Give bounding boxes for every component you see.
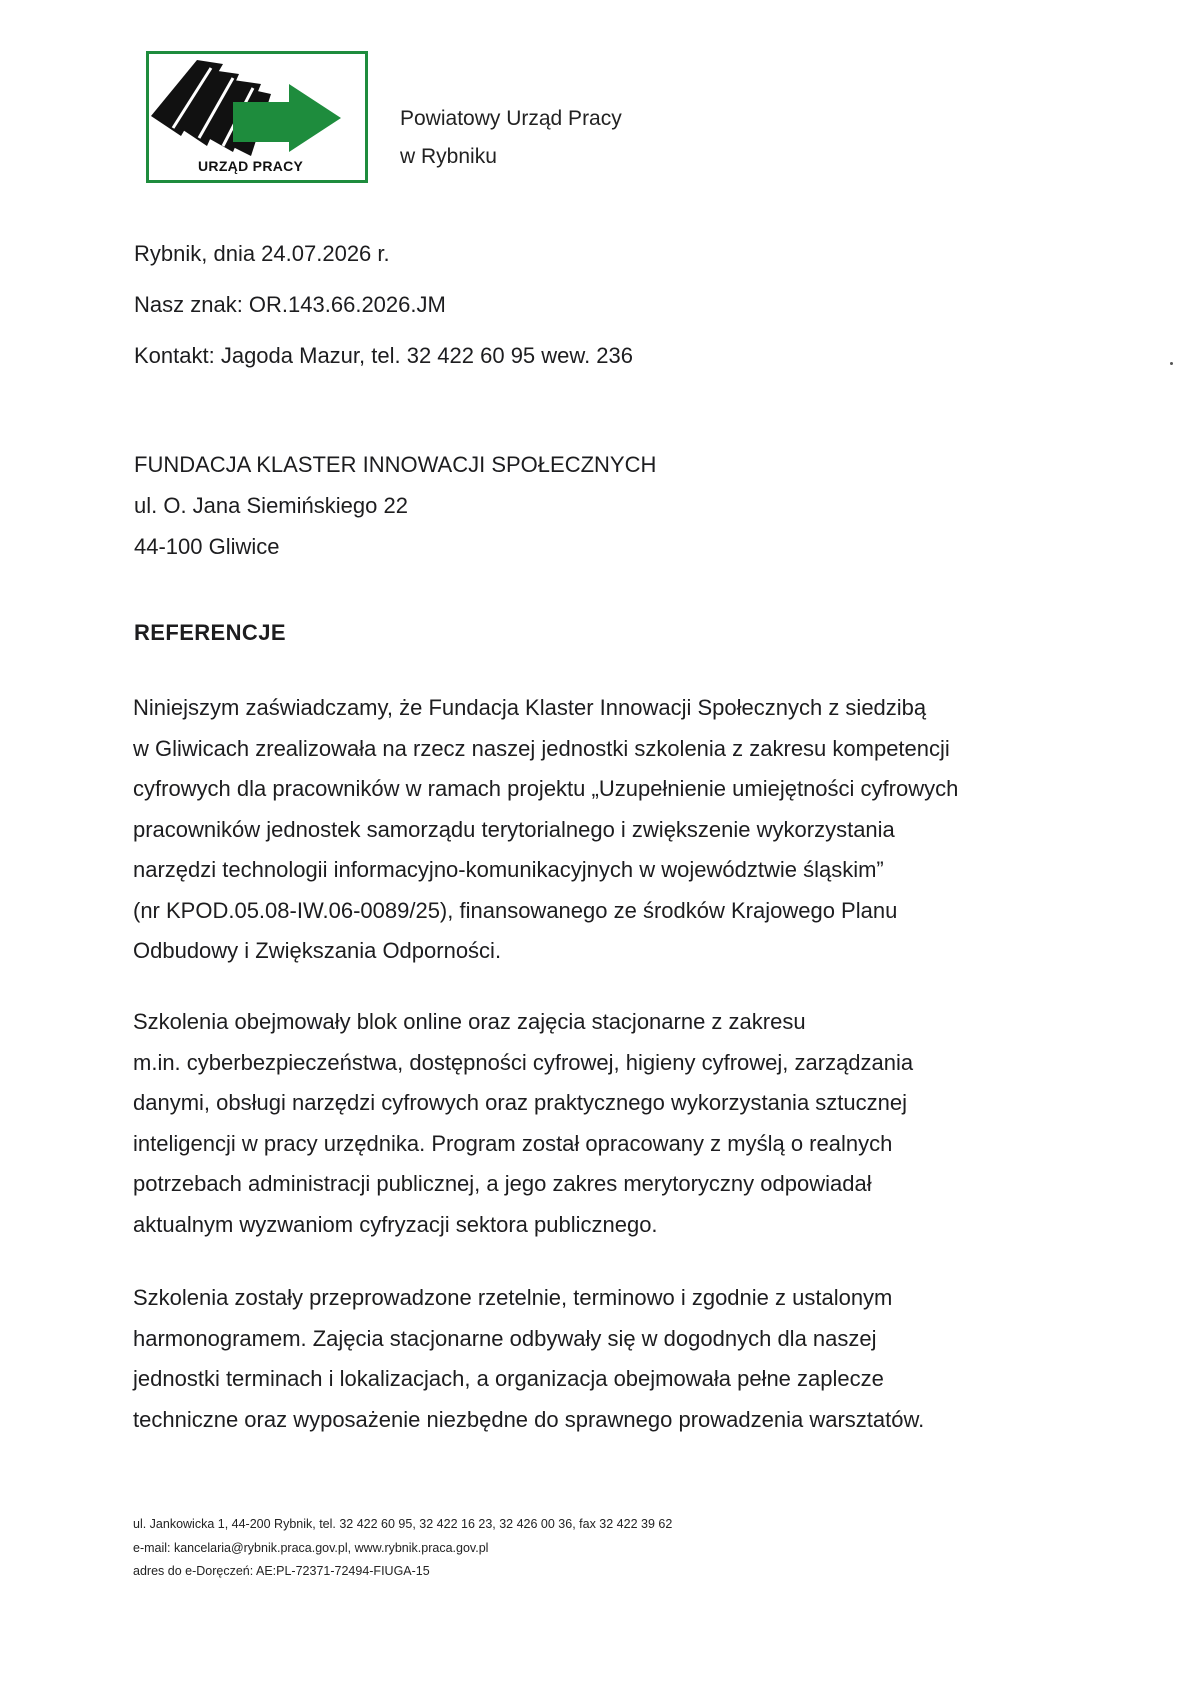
office-logo <box>146 51 368 183</box>
letter-meta <box>134 236 633 389</box>
recipient-address <box>134 444 656 567</box>
logo-text: URZĄD PRACY <box>198 158 304 174</box>
paragraph-line: danymi, obsługi narzędzi cyfrowych oraz praktycznego wykorzystania sztucznej <box>133 1090 907 1115</box>
letter-reference: Nasz znak: OR.143.66.2026.JM <box>134 292 446 317</box>
paragraph-line: w Gliwicach zrealizowała na rzecz naszej jednostki szkolenia z zakresu kompetencji <box>133 735 950 761</box>
paragraph-line: inteligencji w pracy urzędnika. Program został opracowany z myślą o realnych <box>133 1130 893 1156</box>
recipient-street: ul. O. Jana Siemińskiego 22 <box>134 493 408 518</box>
recipient-name: FUNDACJA KLASTER INNOWACJI SPOŁECZNYCH <box>134 452 657 477</box>
paragraph-line: potrzebach administracji publicznej, a jego zakres merytoryczny odpowiadał <box>133 1171 872 1196</box>
body-paragraph-1 <box>133 688 958 972</box>
paragraph-line: jednostki terminach i lokalizacjach, a organizacja obejmowała pełne zaplecze <box>133 1366 884 1391</box>
footer-email: e-mail: kancelaria@rybnik.praca.gov.pl, www.rybnik.praca.gov.pl <box>133 1540 489 1555</box>
paragraph-line: (nr KPOD.05.08-IW.06-0089/25), finansowanego ze środków Krajowego Planu <box>133 897 898 923</box>
paragraph-line: Odbudowy i Zwiększania Odporności. <box>133 938 502 963</box>
footer-address: ul. Jankowicka 1, 44-200 Rybnik, tel. 32 422 60 95, 32 422 16 23, 32 426 00 36, fax 32 422 39 62 <box>133 1517 673 1531</box>
letter-footer <box>133 1513 672 1584</box>
recipient-city: 44-100 Gliwice <box>134 534 280 559</box>
letter-contact: Kontakt: Jagoda Mazur, tel. 32 422 60 95 wew. 236 <box>134 343 634 368</box>
office-name <box>400 100 622 176</box>
scan-speck <box>1170 362 1173 365</box>
paragraph-line: techniczne oraz wyposażenie niezbędne do sprawnego prowadzenia warsztatów. <box>133 1406 925 1432</box>
paragraph-line: harmonogramem. Zajęcia stacjonarne odbywały się w dogodnych dla naszej <box>133 1325 877 1351</box>
body-paragraph-3 <box>133 1278 924 1440</box>
paragraph-line: aktualnym wyzwaniom cyfryzacji sektora publicznego. <box>133 1211 658 1237</box>
paragraph-line: Szkolenia obejmowały blok online oraz zajęcia stacjonarne z zakresu <box>133 1009 806 1034</box>
paragraph-line: m.in. cyberbezpieczeństwa, dostępności cyfrowej, higieny cyfrowej, zarządzania <box>133 1049 914 1075</box>
paragraph-line: pracowników jednostek samorządu terytorialnego i zwiększenie wykorzystania <box>133 816 895 842</box>
office-name-line2: w Rybniku <box>400 145 497 168</box>
body-paragraph-2 <box>133 1002 913 1245</box>
letter-date: Rybnik, dnia 24.07.2026 r. <box>134 241 390 266</box>
paragraph-line: Niniejszym zaświadczamy, że Fundacja Klaster Innowacji Społecznych z siedzibą <box>133 695 927 720</box>
office-name-line1: Powiatowy Urząd Pracy <box>400 107 622 130</box>
paragraph-line: cyfrowych dla pracowników w ramach projektu „Uzupełnienie umiejętności cyfrowych <box>133 776 959 801</box>
letter-heading: REFERENCJE <box>134 620 286 645</box>
paragraph-line: narzędzi technologii informacyjno-komunikacyjnych w województwie śląskim” <box>133 857 884 882</box>
paragraph-line: Szkolenia zostały przeprowadzone rzetelnie, terminowo i zgodnie z ustalonym <box>133 1285 893 1310</box>
footer-edelivery: adres do e-Doręczeń: AE:PL-72371-72494-FIUGA-15 <box>133 1564 430 1578</box>
